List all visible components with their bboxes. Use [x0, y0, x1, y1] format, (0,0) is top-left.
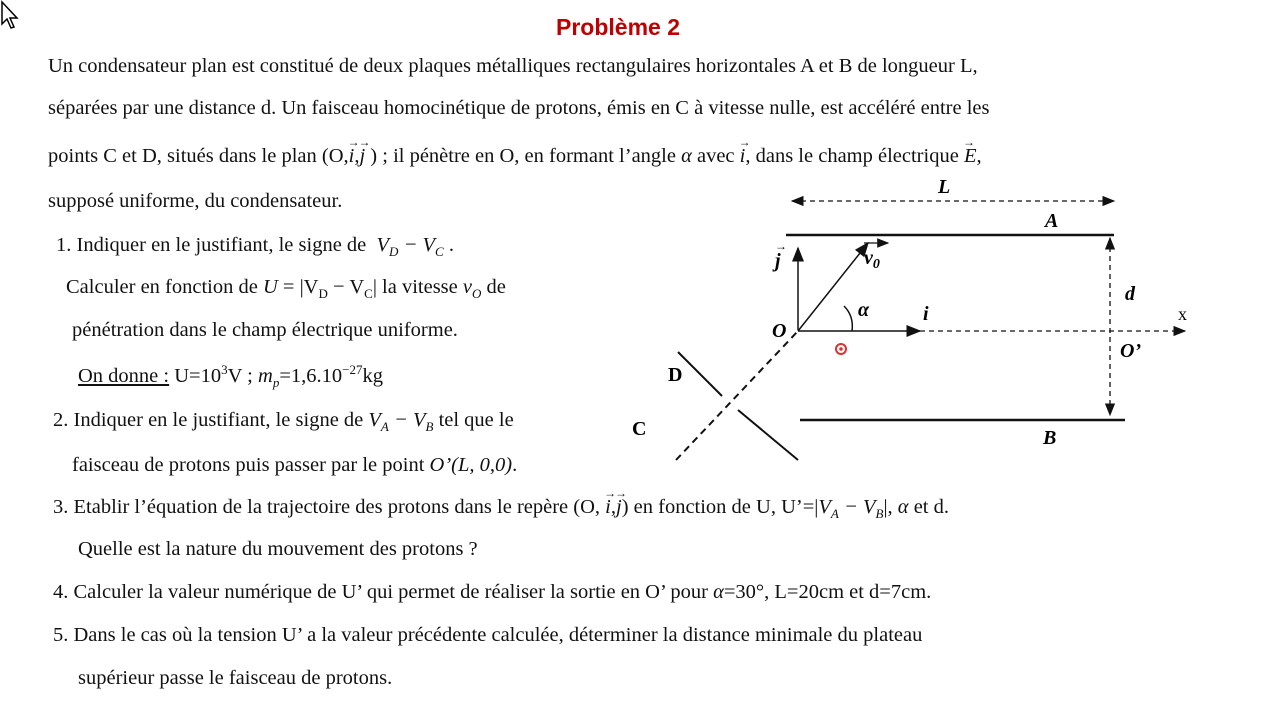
question-1-line-1: 1. Indiquer en le justifiant, le signe de $V_D - V_C$ . [56, 234, 454, 260]
label-j: j [775, 250, 781, 272]
intro-line-1: Un condensateur plan est constitué de deux plaques métalliques rectangulaires horizontales A et B de longueur L, [48, 55, 978, 77]
label-C: C [632, 418, 647, 440]
capacitor-diagram [620, 170, 1220, 470]
label-A: A [1045, 210, 1059, 232]
question-5-line-1: 5. Dans le cas où la tension U’ a la valeur précédente calculée, déterminer la distance minimale du plateau [53, 624, 923, 646]
question-4: 4. Calculer la valeur numérique de U’ qui permet de réaliser la sortie en O’ pour α=30°, L=20cm et d=7cm. [53, 581, 932, 603]
question-3-line-2: Quelle est la nature du mouvement des protons ? [78, 538, 478, 560]
page-title: Problème 2 [556, 14, 680, 40]
label-O-prime: O’ [1120, 340, 1142, 362]
intro-line-2: séparées par une distance d. Un faisceau homocinétique de protons, émis en C à vitesse nulle, est accéléré entre les [48, 97, 990, 119]
j-vector-arrow-glyph: → [775, 239, 787, 253]
plate-D [678, 352, 722, 396]
question-1-line-3: pénétration dans le champ électrique uniforme. [72, 319, 458, 341]
question-1-line-2: Calculer en fonction de $U = |V_D - V_C|$ la vitesse $v_O$ de [66, 276, 506, 302]
label-v0: $v_0$ [864, 247, 880, 272]
label-i: i [923, 303, 929, 325]
intro-line-3: points C et D, situés dans le plan (O,→ i,→ j ) ; il pénètre en O, en formant l’angle α avec → i, dans le champ électrique → E, [48, 143, 982, 169]
label-x: x [1178, 304, 1187, 324]
question-2-line-2: faisceau de protons puis passer par le point O’(L, 0,0). [72, 454, 518, 476]
label-L: L [938, 176, 951, 198]
question-2-line-1: 2. Indiquer en le justifiant, le signe de $V_A - V_B$ tel que le [53, 409, 514, 435]
label-D: D [668, 364, 683, 386]
intro-line-4: supposé uniforme, du condensateur. [48, 190, 343, 212]
question-1-given: On donne : $U=10^3V$ ; $m_p=1,6.10^{-27}kg$ [78, 362, 383, 391]
question-5-line-2: supérieur passe le faisceau de protons. [78, 667, 393, 689]
plate-C [738, 410, 798, 460]
label-d: d [1125, 283, 1135, 305]
label-O: O [772, 320, 787, 342]
proton-beam-path [676, 331, 798, 460]
label-B: B [1043, 427, 1057, 449]
question-3-line-1: 3. Etablir l’équation de la trajectoire des protons dans le repère (O, → i,→ j) en fonction de U, $U’=|V_A - V_B|$, α et d. [53, 494, 949, 520]
label-alpha: α [858, 299, 870, 321]
alpha-arc [844, 306, 852, 331]
